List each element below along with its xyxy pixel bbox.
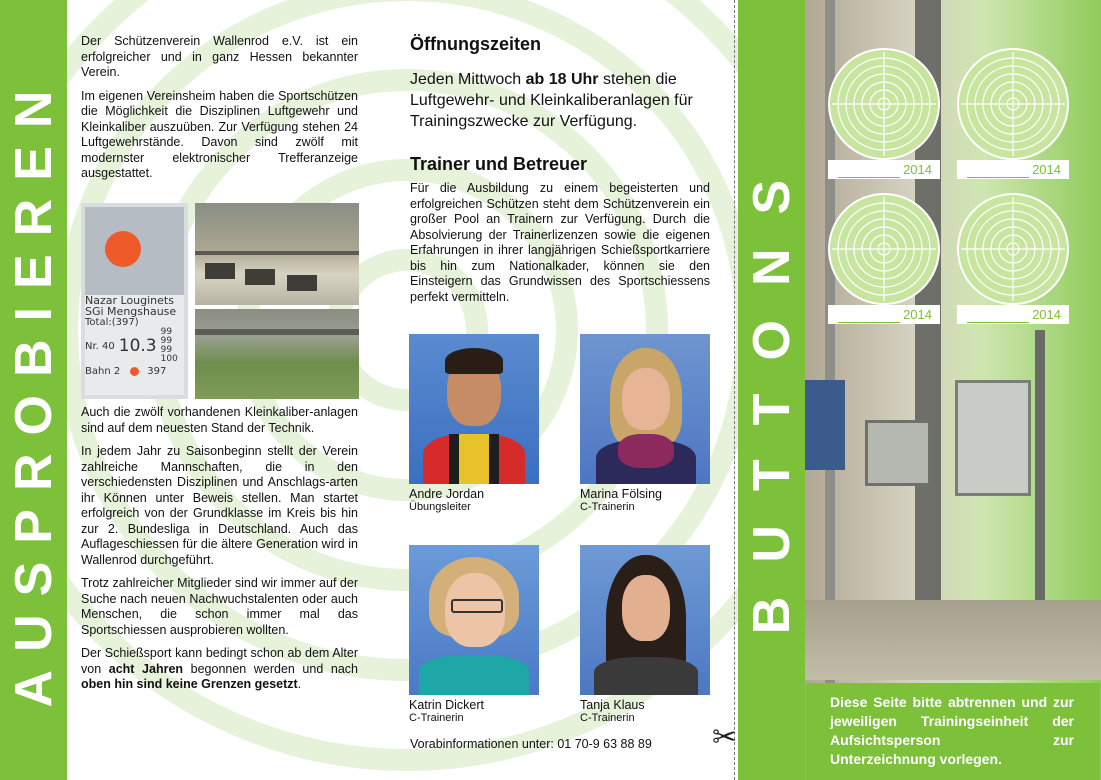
display-nr: Nr. 40 <box>85 340 115 352</box>
info-column <box>410 34 710 305</box>
opening-hours-heading: Öffnungszeiten <box>410 34 541 54</box>
display-series-1: 99 <box>160 327 173 337</box>
trainer-photo <box>409 334 539 484</box>
intro-paragraph-3: Auch die zwölf vorhandenen Kleinkaliber-anlagen sind auf dem neuesten Stand der Technik. <box>81 405 358 435</box>
trainer-text: Für die Ausbildung zu einem begeisterten und erfolgreichen Schützen steht dem Schützenverein ein großer Pool an Trainern zur Verfügung. Durch die Absolvierung der Trainerlizenzen sowie die eigenen Erfahrungen in ihrer langjährigen Schießsportkarriere bis hin zum Nationalkader, können sie den Einsteigern das Grundwissen des Sportschiessens perfekt vermitteln. <box>410 181 710 304</box>
opening-hours-text: Jeden Mittwoch ab 18 Uhr stehen die Luftgewehr- und Kleinkaliberanlagen für Trainingszwecke zur Verfügung. <box>410 71 693 130</box>
intro-column <box>81 34 358 190</box>
trainer-role: C-Trainerin <box>580 501 635 513</box>
trainer-photo <box>409 545 539 695</box>
display-lane: Bahn 2 <box>85 366 121 377</box>
limit-highlight: oben hin sind keine Grenzen gesetzt <box>81 677 298 691</box>
display-score: 10.3 <box>118 336 157 356</box>
buttons-banner <box>738 0 805 780</box>
display-shooter-name: Nazar Louginets <box>85 295 174 306</box>
trainer-card <box>409 545 539 724</box>
outdoor-range-photo <box>195 309 359 399</box>
buttons-banner-title: BUTTONS <box>742 145 801 635</box>
age-highlight: acht Jahren <box>108 661 184 676</box>
target-icon <box>828 193 940 305</box>
intro-paragraph-1: Der Schützenverein Wallenrod e.V. ist ein erfolgreicher und in ganz Hessen bekannter Verein. <box>81 34 358 79</box>
display-series-2: 99 <box>160 336 173 346</box>
trainer-role: C-Trainerin <box>409 712 464 724</box>
trainer-name: Andre Jordan <box>409 487 485 501</box>
target-button[interactable] <box>957 193 1069 324</box>
display-total: Total:(397) <box>85 317 139 328</box>
target-button[interactable] <box>957 48 1069 179</box>
score-display-photo <box>81 203 188 399</box>
display-series-3: 99 <box>160 345 173 355</box>
year-field: 2014 <box>957 305 1069 324</box>
shooting-hall-photo <box>195 203 359 305</box>
contact-info: Vorabinformationen unter: 01 70-9 63 88 89 <box>410 737 652 751</box>
year-field: 2014 <box>957 160 1069 179</box>
trainer-card <box>409 334 539 513</box>
target-button[interactable] <box>828 193 940 324</box>
target-icon <box>957 193 1069 305</box>
trainer-card <box>580 545 710 724</box>
intro-paragraph-5: Trotz zahlreicher Mitglieder sind wir immer auf der Suche nach neuen Nachwuchstalenten oder auch Menschen, die schon immer mal das Sportschiessen ausprobieren wollten. <box>81 576 358 637</box>
trainer-heading: Trainer und Betreuer <box>410 154 588 174</box>
target-button[interactable] <box>828 48 940 179</box>
trainer-role: Übungsleiter <box>409 501 471 513</box>
target-icon <box>828 48 940 160</box>
photo-group <box>81 203 359 399</box>
scissors-icon: ✂ <box>712 721 738 754</box>
display-series-4: 100 <box>160 354 178 364</box>
year-field: 2014 <box>828 160 940 179</box>
trainer-name: Tanja Klaus <box>580 698 645 712</box>
instruction-note: Diese Seite bitte abtrennen und zur jeweiligen Trainingseinheit der Aufsichtsperson zur Unterzeichnung vorlegen. <box>806 683 1100 780</box>
cut-line[interactable] <box>734 0 735 780</box>
intro-column-continued <box>81 405 358 701</box>
trainer-name: Katrin Dickert <box>409 698 485 712</box>
trainer-photo <box>580 545 710 695</box>
left-banner <box>0 0 67 780</box>
intro-paragraph-4: In jedem Jahr zu Saisonbeginn stellt der Verein zahlreiche Mannschaften, die in den verschiedensten Disziplinen und Anschlags-arten ihr Können unter Beweis stellen. Man startet erfolgreich von der Grundklasse im Kreis bis hin zur 2. Bundesliga in Deutschland. Auch das Auflageschiessen für die ältere Generation wird in Wallenrod durchgeführt. <box>81 444 358 567</box>
year-field: 2014 <box>828 305 940 324</box>
display-sum: 397 <box>147 366 167 377</box>
target-icon <box>957 48 1069 160</box>
trainer-role: C-Trainerin <box>580 712 635 724</box>
trainer-photo <box>580 334 710 484</box>
trainer-name: Marina Fölsing <box>580 487 662 501</box>
trainer-card <box>580 334 710 513</box>
display-club: SGi Mengshause <box>85 306 177 317</box>
intro-paragraph-2: Im eigenen Vereinsheim haben die Sportschützen die Möglichkeit die Disziplinen Luftgewehr und Kleinkaliber auszuüben. Zur Verfügung stehen 24 Luftgewehrstände. Davon sind zwölf mit modernster elektronischer Trefferanzeige ausgestattet. <box>81 88 358 180</box>
intro-paragraph-6: Der Schießsport kann bedingt schon ab dem Alter von acht Jahren begonnen werden und nach oben hin sind keine Grenzen gesetzt. <box>81 646 358 691</box>
left-banner-title: AUSPROBIEREN <box>4 72 63 708</box>
